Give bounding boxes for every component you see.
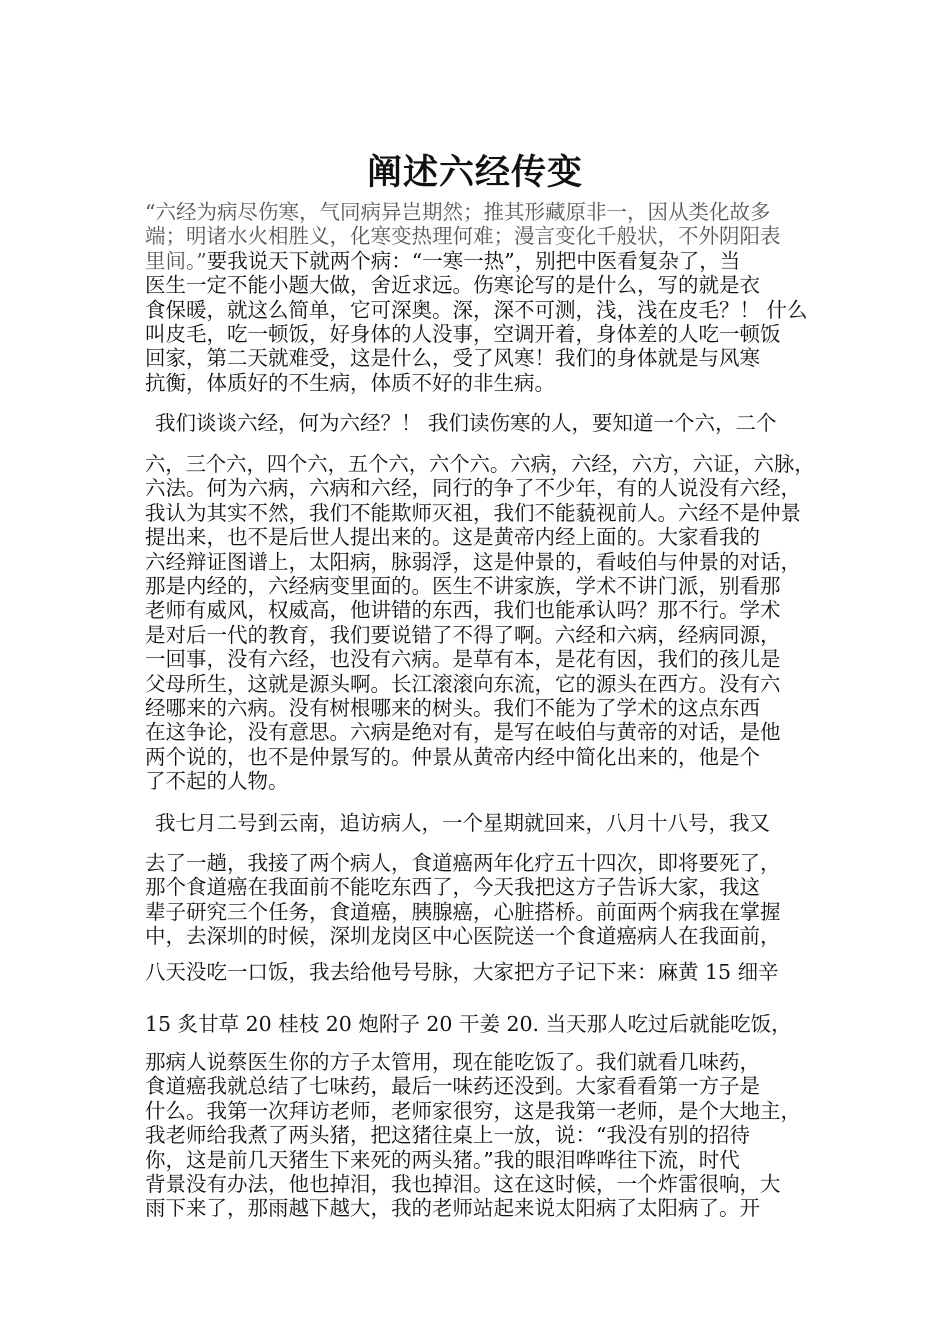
text-line: 我认为其实不然，我们不能欺师灭祖，我们不能藐视前人。六经不是仲景 xyxy=(145,500,801,525)
text-line: 你，这是前几天猪生下来死的两头猪。”我的眼泪哗哗往下流，时代 xyxy=(145,1147,740,1172)
text-line: 六经辩证图谱上，太阳病，脉弱浮，这是仲景的，看岐伯与仲景的对话， xyxy=(145,549,801,574)
paragraph-2 xyxy=(145,452,815,794)
page-title: 阐述六经传变 xyxy=(366,152,583,193)
text-line: 中，去深圳的时候，深圳龙岗区中心医院送一个食道癌病人在我面前， xyxy=(145,924,781,949)
paragraph-4 xyxy=(145,1050,815,1221)
text-line: 那是内经的，六经病变里面的。医生不讲家族，学术不讲门派，别看那 xyxy=(145,574,781,599)
poem-line: “六经为病尽伤寒，气同病异岂期然；推其形藏原非一，因从类化故多 xyxy=(145,200,771,224)
text-line: 那个食道癌在我面前不能吃东西了，今天我把这方子告诉大家，我这 xyxy=(145,875,760,900)
text-fragment: 要我说天下就两个病：“一寒一热”，别把中医看复杂了，当 xyxy=(206,248,741,273)
text-line: 我老师给我煮了两头猪，把这猪往桌上一放，说：“我没有别的招待 xyxy=(145,1123,750,1148)
text-line: 那病人说蔡医生你的方子太管用，现在能吃饭了。我们就看几味药， xyxy=(145,1050,760,1074)
text-line: 辈子研究三个任务，食道癌，胰腺癌，心脏搭桥。前面两个病我在掌握 xyxy=(145,899,781,924)
text-line: 我们谈谈六经，何为六经？！ 我们读伤寒的人，要知道一个六，二个 xyxy=(155,411,777,435)
text-line: 六，三个六，四个六，五个六，六个六。六病，六经，六方，六证，六脉， xyxy=(145,452,815,476)
text-line: 经哪来的六病。没有树根哪来的树头。我们不能为了学术的这点东西 xyxy=(145,696,760,721)
text-line: 在这争论，没有意思。六病是绝对有，是写在岐伯与黄帝的对话，是他 xyxy=(145,720,781,745)
text-line: 两个说的，也不是仲景写的。仲景从黄帝内经中简化出来的，他是个 xyxy=(145,744,760,769)
paragraph-3 xyxy=(145,851,815,949)
text-line: 六法。何为六病，六病和六经，同行的争了不少年，有的人说没有六经， xyxy=(145,476,801,501)
text-line: 医生一定不能小题大做，舍近求远。伤寒论写的是什么，写的就是衣 xyxy=(145,273,760,298)
paragraph-2-first-line xyxy=(155,411,815,435)
text-line: 八天没吃一口饭，我去给他号号脉，大家把方子记下来：麻黄 15 细辛 xyxy=(145,960,779,984)
text-line: 什么。我第一次拜访老师，老师家很穷，这是我第一老师，是个大地主， xyxy=(145,1098,801,1123)
text-line: 我七月二号到云南，追访病人，一个星期就回来，八月十八号，我又 xyxy=(155,811,770,835)
prescription-line-1 xyxy=(145,960,815,984)
text-line: 老师有威风，权威高，他讲错的东西，我们也能承认吗？那不行。学术 xyxy=(145,598,781,623)
text-line: 15 炙甘草 20 桂枝 20 炮附子 20 干姜 20. 当天那人吃过后就能吃饭， xyxy=(145,1012,792,1036)
text-line: 背景没有办法，他也掉泪，我也掉泪。这在这时候，一个炸雷很响，大 xyxy=(145,1172,781,1197)
text-line: 了不起的人物。 xyxy=(145,769,289,794)
text-line: 抗衡，体质好的不生病，体质不好的非生病。 xyxy=(145,370,555,395)
poem-tail: 里间。” xyxy=(145,248,207,273)
text-line: 食保暖，就这么简单，它可深奥。深，深不可测，浅，浅在皮毛？！ 什么 xyxy=(145,297,808,322)
text-line: 去了一趟，我接了两个病人，食道癌两年化疗五十四次，即将要死了， xyxy=(145,851,781,875)
poem-line: 端；明诸水火相胜义，化寒变热理何难；漫言变化千般状，不外阴阳表 xyxy=(145,224,781,249)
paragraph-1 xyxy=(145,200,815,395)
text-line: 父母所生，这就是源头啊。长江滚滚向东流，它的源头在西方。没有六 xyxy=(145,671,781,696)
paragraph-3-first-line xyxy=(155,811,815,835)
text-line: 叫皮毛，吃一顿饭，好身体的人没事，空调开着，身体差的人吃一顿饭 xyxy=(145,322,781,347)
prescription-line-2 xyxy=(145,1012,815,1036)
text-line: 回家，第二天就难受，这是什么，受了风寒！我们的身体就是与风寒 xyxy=(145,346,760,371)
text-line: 是对后一代的教育，我们要说错了不得了啊。六经和六病，经病同源， xyxy=(145,622,781,647)
text-line: 食道癌我就总结了七味药，最后一味药还没到。大家看看第一方子是 xyxy=(145,1074,760,1099)
text-line: 雨下来了，那雨越下越大，我的老师站起来说太阳病了太阳病了。开 xyxy=(145,1196,760,1221)
text-line: 提出来，也不是后世人提出来的。这是黄帝内经上面的。大家看我的 xyxy=(145,525,760,550)
text-line xyxy=(145,249,815,273)
text-line: 一回事，没有六经，也没有六病。是草有本，是花有因，我们的孩儿是 xyxy=(145,647,781,672)
